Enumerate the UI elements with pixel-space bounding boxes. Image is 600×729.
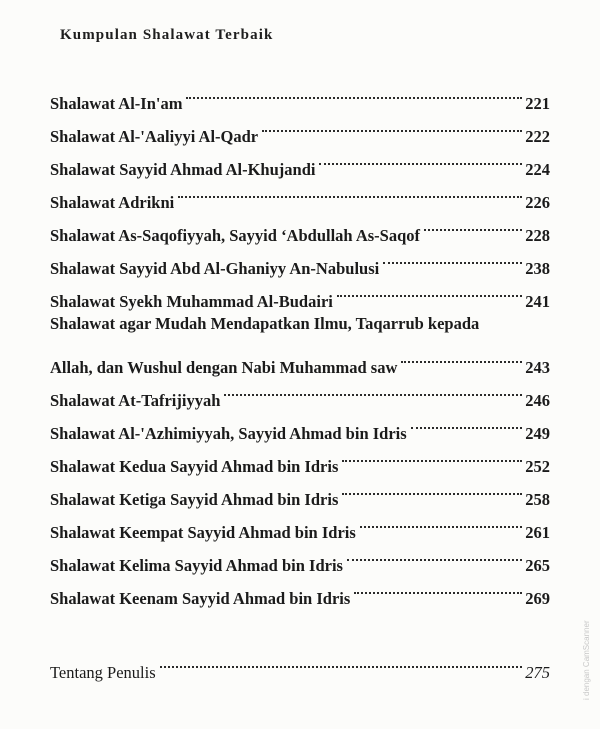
toc-entry-page: 265 [525,556,550,575]
dot-leader [337,274,522,307]
toc-entry-page: 238 [525,259,550,278]
toc-entry-page: 246 [525,391,550,410]
toc-entry-page: 226 [525,193,550,212]
running-header: Kumpulan Shalawat Terbaik [60,27,274,43]
toc-entry-page: 221 [525,94,550,113]
toc-entry-page: 243 [525,358,550,377]
dot-leader [224,373,522,406]
toc-entry-page: 249 [525,424,550,443]
toc-entry-title-line1: Shalawat agar Mudah Mendapatkan Ilmu, Taqarrub kepada [50,314,480,333]
table-of-contents [50,76,550,608]
toc-entry-page: 241 [525,292,550,311]
dot-leader [383,241,522,274]
toc-entry-title: Shalawat Sayyid Abd Al-Ghaniyy An-Nabulusi [50,259,380,278]
toc-entry-page: 228 [525,226,550,245]
toc-entry-title: Shalawat Sayyid Ahmad Al-Khujandi [50,160,316,179]
dot-leader [178,175,522,208]
dot-leader [424,208,522,241]
dot-leader [354,571,522,604]
toc-entry-title: Tentang Penulis [50,663,156,682]
toc-entry-title: Shalawat Keenam Sayyid Ahmad bin Idris [50,589,351,608]
toc-entry-title: Shalawat At-Tafrijiyyah [50,391,221,410]
toc-entry-page: 275 [525,663,550,682]
toc-entry-title: Shalawat Kedua Sayyid Ahmad bin Idris [50,457,339,476]
toc-entry-page: 252 [525,457,550,476]
dot-leader [342,472,522,505]
scanner-watermark: i dengan CamScanner [582,620,591,700]
toc-entry-title: Shalawat Adrikni [50,193,175,212]
dot-leader [319,142,522,175]
dot-leader [160,645,523,678]
toc-entry-line2 [50,340,550,377]
dot-leader [342,439,522,472]
dot-leader [347,538,522,571]
toc-entry[interactable] [50,76,550,113]
toc-entry-title-line2: Allah, dan Wushul dengan Nabi Muhammad saw [50,358,398,377]
dot-leader [401,340,522,373]
toc-entry-about-author[interactable] [50,645,550,682]
toc-entry-title: Shalawat Syekh Muhammad Al-Budairi [50,292,333,311]
toc-entry-title: Shalawat Ketiga Sayyid Ahmad bin Idris [50,490,339,509]
toc-entry-title: Shalawat Kelima Sayyid Ahmad bin Idris [50,556,343,575]
toc-entry-page: 224 [525,160,550,179]
toc-entry-title: Shalawat Al-In'am [50,94,183,113]
toc-entry-title: Shalawat As-Saqofiyyah, Sayyid ‘Abdullah As-Saqof [50,226,420,245]
dot-leader [262,109,522,142]
toc-entry-title: Shalawat Al-'Aaliyyi Al-Qadr [50,127,259,146]
dot-leader [186,76,522,109]
toc-entry-title: Shalawat Keempat Sayyid Ahmad bin Idris [50,523,356,542]
dot-leader [411,406,523,439]
toc-entry-title: Shalawat Al-'Azhimiyyah, Sayyid Ahmad bin Idris [50,424,407,443]
toc-entry-page: 222 [525,127,550,146]
dot-leader [360,505,522,538]
toc-entry-page: 258 [525,490,550,509]
toc-entry-page: 261 [525,523,550,542]
toc-entry-multiline[interactable] [50,307,550,377]
toc-entry-page: 269 [525,589,550,608]
